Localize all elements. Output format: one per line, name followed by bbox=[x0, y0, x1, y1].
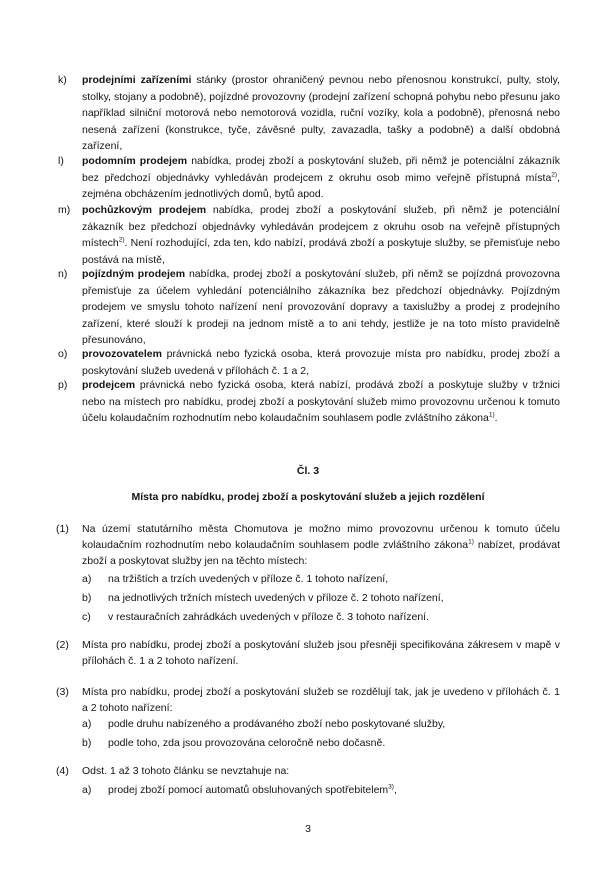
definition-term: prodejcem bbox=[82, 379, 136, 391]
definition-body bbox=[82, 266, 560, 349]
list-item-letter: a) bbox=[82, 573, 92, 585]
footnote-ref: 2) bbox=[551, 171, 558, 178]
footnote-ref: 1) bbox=[468, 538, 474, 546]
definition-text: právnická nebo fyzická osoba, která nabízí, prodává zboží a poskytuje služby v tržnici nebo na místech pro nabídku, prodej zboží a poskytování služeb mimo provozovnu určenou k tomuto účelu kolaudačním rozhodnutím nebo kolaudačním souhlasem podle zvláštního zákona bbox=[82, 379, 560, 424]
paragraph-text-cont: nabízet, prodávat zboží a poskytovat služby jen na těchto místech: bbox=[82, 539, 560, 567]
definition-body bbox=[82, 72, 560, 155]
list-item-text-cont: , bbox=[393, 784, 397, 796]
definition-letter: l) bbox=[58, 155, 64, 167]
definition-letter: o) bbox=[58, 348, 68, 360]
definition-term: podomním prodejem bbox=[82, 155, 188, 167]
definition-text: nabídka, prodej zboží a poskytování služeb, při němž se pojízdná provozovna přemisťuje za účelem vyhledání potenciálního zákazníka bez předchozí objednávky. Pojízdným prodejem ve smyslu tohoto nařízení není provozování dopravy a taxislužby a prodej z prodejního zařízení, které slouží k prodeji na jednom místě a to ani tehdy, jestliže je na toto místo pravidelně přesunováno, bbox=[82, 268, 561, 346]
definition-o bbox=[48, 346, 560, 380]
definition-text-cont: . bbox=[494, 412, 498, 424]
list-item-letter: c) bbox=[82, 611, 91, 623]
definition-p bbox=[48, 377, 560, 445]
paragraph-number: (4) bbox=[56, 765, 69, 777]
page-number: 3 bbox=[305, 823, 311, 835]
definition-text-cont: . Není rozhodující, zda ten, kdo nabízí, prodává zboží a poskytuje služby, se přemisťuje nebo postává na místě, bbox=[82, 237, 560, 266]
definition-term: pochůzkovým prodejem bbox=[82, 204, 207, 216]
paragraph-text: Místa pro nabídku, prodej zboží a poskytování služeb se rozdělují tak, jak je uvedeno v přílohách č. 1 a 2 tohoto nařízení: bbox=[82, 686, 560, 714]
paragraph-text bbox=[82, 521, 560, 569]
definition-term: pojízdným prodejem bbox=[82, 268, 186, 280]
definition-body bbox=[82, 153, 560, 203]
paragraph-number: (1) bbox=[56, 523, 69, 535]
definition-m bbox=[48, 202, 560, 268]
definition-n bbox=[48, 266, 560, 350]
paragraph-4 bbox=[48, 763, 560, 781]
definition-text: nabídka, prodej zboží a poskytování služeb, při němž je potenciální zákazník bez předchozí objednávky vyhledáván prodejcem z okruhu osob mimo veřejně přístupná místa bbox=[82, 155, 560, 184]
footnote-ref: 1) bbox=[488, 411, 495, 419]
list-item-letter: a) bbox=[82, 718, 92, 730]
definition-letter: n) bbox=[58, 268, 68, 280]
list-item-text: podle toho, zda jsou provozována celoročně nebo dočasně. bbox=[108, 737, 386, 749]
definition-term: prodejními zařízeními bbox=[82, 74, 192, 86]
paragraph-1 bbox=[48, 521, 560, 571]
definition-letter: k) bbox=[58, 74, 67, 86]
definition-k bbox=[48, 72, 560, 156]
paragraph-3 bbox=[48, 684, 560, 718]
list-item-letter: b) bbox=[82, 592, 92, 604]
paragraph-text: Odst. 1 až 3 tohoto článku se nevztahuje na: bbox=[82, 765, 290, 777]
paragraph-text-main: Na území statutárního města Chomutova je možno mimo provozovnu určenou k tomuto účelu kolaudačním rozhodnutím nebo kolaudačním souhlasem podle zvláštního zákona bbox=[82, 523, 560, 551]
article-title: Místa pro nabídku, prodej zboží a poskytování služeb a jejich rozdělení bbox=[131, 491, 485, 503]
footnote-ref: 2) bbox=[118, 236, 125, 244]
definition-l bbox=[48, 153, 560, 203]
list-item-letter: a) bbox=[82, 784, 92, 796]
definition-body bbox=[82, 202, 560, 268]
definition-text: stánky (prostor ohraničený pevnou nebo přenosnou konstrukcí, pulty, stoly, stolky, stojany a podobně), pojízdné provozovny (prodejní zařízení schopná pohybu nebo přesunu jako například silniční motorová nebo nemotorová vozidla, ruční vozíky, kola a podobně), přenosná nebo nesená zařízení (konstrukce, tyče, závěsné pulty, zavazadla, tašky a podobně) a další obdobná zařízení, bbox=[82, 74, 561, 152]
list-item-text-main: prodej zboží pomocí automatů obsluhovaných spotřebitelem bbox=[108, 784, 389, 796]
definition-text: právnická nebo fyzická osoba, která provozuje místa pro nabídku, prodej zboží a poskytování služeb uvedená v přílohách č. 1 a 2, bbox=[82, 348, 560, 377]
definition-text: nabídka, prodej zboží a poskytování služeb, při němž je potenciální zákazník bez předchozí objednávky vyhledáván prodejcem z okruhu osob na veřejně přístupných místech bbox=[82, 204, 560, 249]
list-item-text bbox=[108, 782, 560, 798]
paragraph-number: (3) bbox=[56, 686, 69, 698]
definition-term: provozovatelem bbox=[82, 348, 162, 360]
list-item-text: podle druhu nabízeného a prodávaného zboží nebo poskytované služby, bbox=[108, 718, 446, 730]
list-item-text: v restauračních zahrádkách uvedených v příloze č. 3 tohoto nařízení. bbox=[108, 611, 430, 623]
list-item-text: na tržištích a trzích uvedených v příloze č. 1 tohoto nařízení, bbox=[108, 573, 389, 585]
article-number: Čl. 3 bbox=[296, 465, 320, 477]
list-item-letter: b) bbox=[82, 737, 92, 749]
definition-letter: m) bbox=[58, 204, 71, 216]
definition-body bbox=[82, 377, 560, 427]
definition-letter: p) bbox=[58, 379, 68, 391]
footnote-ref: 3) bbox=[388, 783, 394, 791]
definition-body bbox=[82, 346, 560, 379]
paragraph-text: Místa pro nabídku, prodej zboží a poskytování služeb jsou přesněji specifikována zákresem v mapě v přílohách č. 1 a 2 tohoto nařízení. bbox=[82, 639, 560, 667]
paragraph-2 bbox=[48, 637, 560, 671]
definition-text-cont: , zejména obcházením jednotlivých domů, bytů apod. bbox=[82, 171, 560, 200]
list-item-text: na jednotlivých tržních místech uvedených v příloze č. 2 tohoto nařízení, bbox=[108, 592, 444, 604]
paragraph-number: (2) bbox=[56, 639, 69, 651]
